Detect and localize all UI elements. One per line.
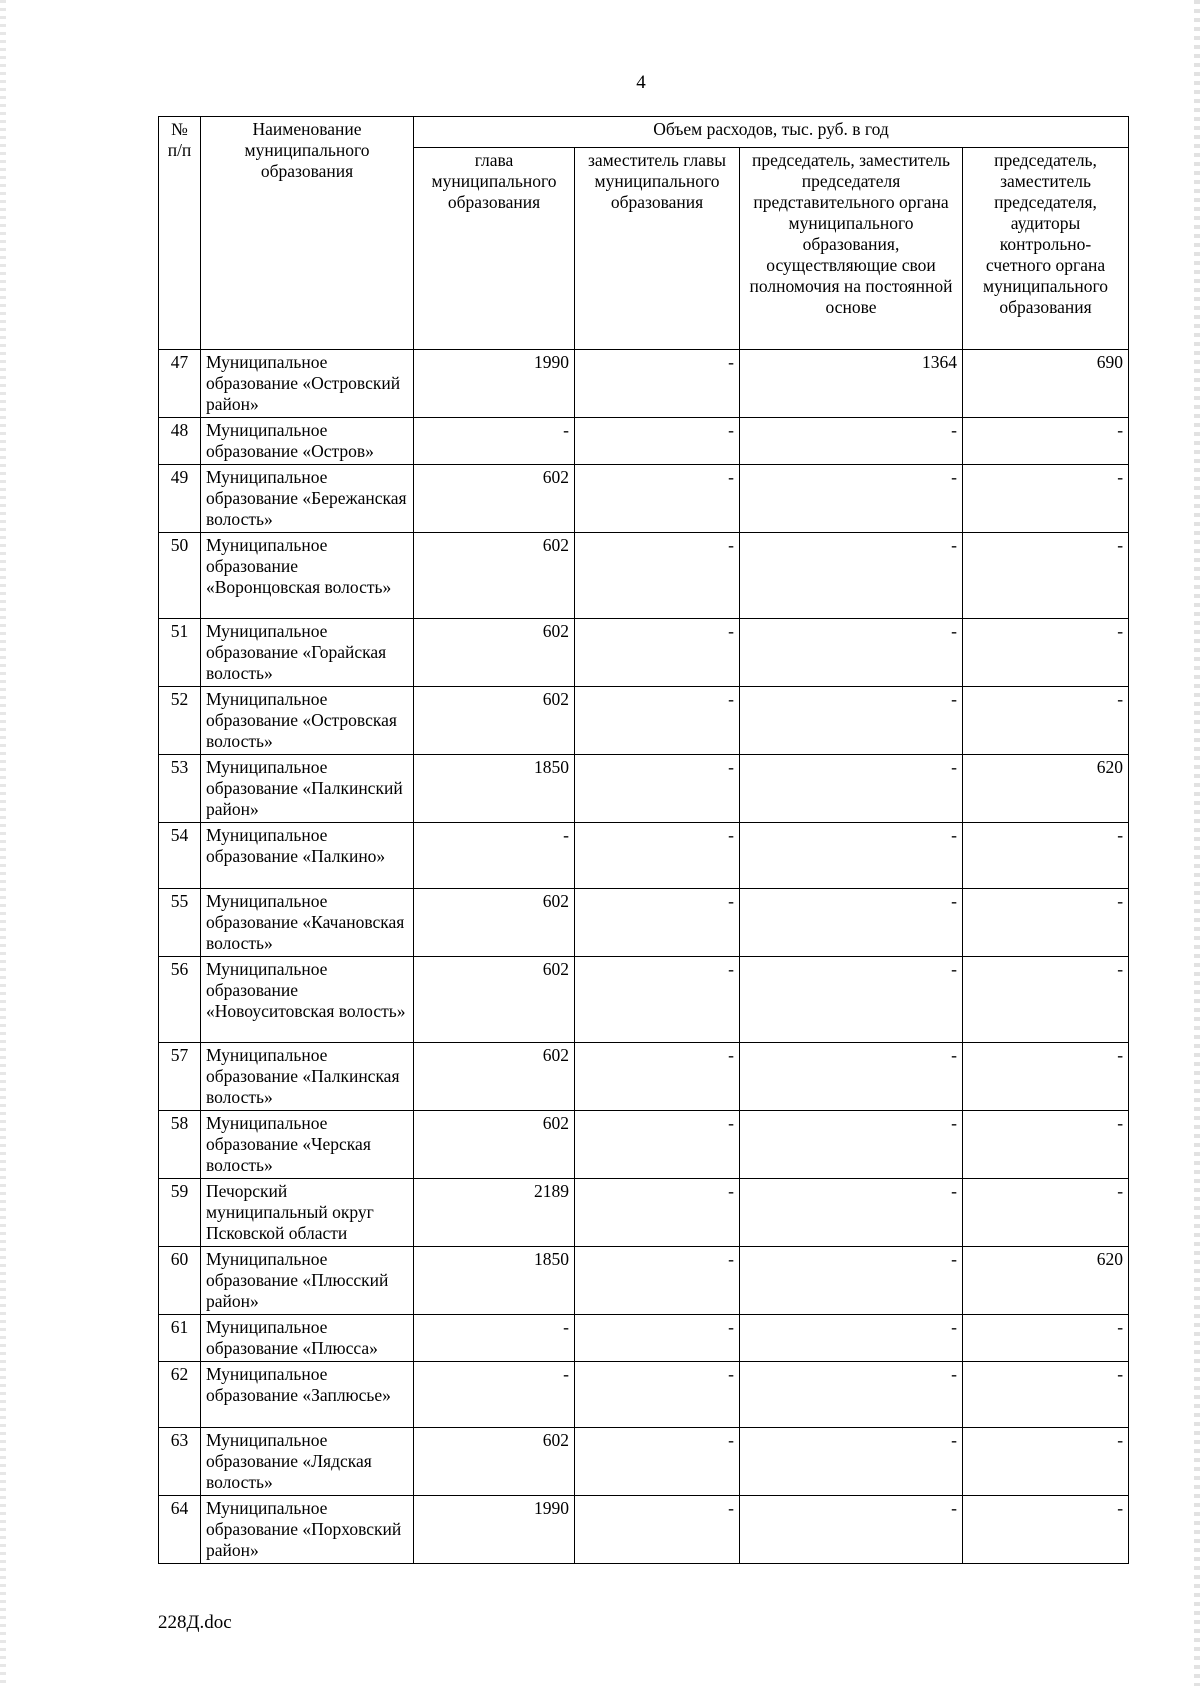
row-audit-chair-expense: -: [963, 1315, 1129, 1362]
table-row: [159, 1362, 1129, 1428]
row-number: 57: [159, 1043, 201, 1111]
row-municipality-name: Муниципальное образование «Порховский район»: [201, 1496, 414, 1564]
row-number: 59: [159, 1179, 201, 1247]
row-number: 62: [159, 1362, 201, 1428]
row-representative-chair-expense: -: [740, 1043, 963, 1111]
row-number: 48: [159, 418, 201, 465]
row-representative-chair-expense: -: [740, 1315, 963, 1362]
row-deputy-head-expense: -: [575, 1315, 740, 1362]
row-municipality-name: Муниципальное образование «Горайская волость»: [201, 619, 414, 687]
table-row: [159, 687, 1129, 755]
table-row: [159, 465, 1129, 533]
row-deputy-head-expense: -: [575, 533, 740, 619]
row-deputy-head-expense: -: [575, 755, 740, 823]
row-number: 53: [159, 755, 201, 823]
row-municipality-name: Муниципальное образование «Лядская волость»: [201, 1428, 414, 1496]
table-row: [159, 1428, 1129, 1496]
table-row: [159, 1496, 1129, 1564]
row-representative-chair-expense: -: [740, 1496, 963, 1564]
row-deputy-head-expense: -: [575, 418, 740, 465]
row-number: 49: [159, 465, 201, 533]
row-representative-chair-expense: -: [740, 465, 963, 533]
row-head-expense: 602: [414, 1111, 575, 1179]
row-municipality-name: Муниципальное образование «Бережанская волость»: [201, 465, 414, 533]
row-representative-chair-expense: -: [740, 1179, 963, 1247]
table-row: [159, 957, 1129, 1043]
row-head-expense: 602: [414, 957, 575, 1043]
row-head-expense: -: [414, 1315, 575, 1362]
row-audit-chair-expense: -: [963, 1428, 1129, 1496]
row-representative-chair-expense: -: [740, 418, 963, 465]
header-representative-chair: председатель, заместитель председателя представительного органа муниципального образования, осуществляющие свои полномочия на постоянной основе: [740, 148, 963, 350]
row-representative-chair-expense: -: [740, 687, 963, 755]
row-municipality-name: Муниципальное образование «Заплюсье»: [201, 1362, 414, 1428]
row-audit-chair-expense: -: [963, 619, 1129, 687]
row-head-expense: 602: [414, 533, 575, 619]
row-head-expense: 602: [414, 1043, 575, 1111]
row-representative-chair-expense: -: [740, 823, 963, 889]
row-municipality-name: Муниципальное образование «Черская волость»: [201, 1111, 414, 1179]
row-municipality-name: Муниципальное образование «Плюсса»: [201, 1315, 414, 1362]
row-representative-chair-expense: -: [740, 533, 963, 619]
row-head-expense: 1850: [414, 1247, 575, 1315]
row-representative-chair-expense: -: [740, 1362, 963, 1428]
row-representative-chair-expense: -: [740, 1111, 963, 1179]
row-representative-chair-expense: -: [740, 1428, 963, 1496]
header-num: № п/п: [159, 117, 201, 350]
table-row: [159, 1043, 1129, 1111]
table-header: [159, 117, 1129, 350]
row-head-expense: -: [414, 1362, 575, 1428]
row-audit-chair-expense: -: [963, 418, 1129, 465]
row-audit-chair-expense: -: [963, 687, 1129, 755]
row-deputy-head-expense: -: [575, 823, 740, 889]
row-audit-chair-expense: -: [963, 823, 1129, 889]
row-number: 51: [159, 619, 201, 687]
row-municipality-name: Муниципальное образование «Палкино»: [201, 823, 414, 889]
row-head-expense: 602: [414, 889, 575, 957]
row-audit-chair-expense: -: [963, 1362, 1129, 1428]
row-municipality-name: Печорский муниципальный округ Псковской области: [201, 1179, 414, 1247]
row-number: 47: [159, 350, 201, 418]
table-row: [159, 533, 1129, 619]
row-deputy-head-expense: -: [575, 687, 740, 755]
row-head-expense: 602: [414, 687, 575, 755]
row-representative-chair-expense: 1364: [740, 350, 963, 418]
row-number: 63: [159, 1428, 201, 1496]
table-row: [159, 418, 1129, 465]
row-audit-chair-expense: -: [963, 889, 1129, 957]
row-number: 54: [159, 823, 201, 889]
row-audit-chair-expense: 690: [963, 350, 1129, 418]
table-row: [159, 350, 1129, 418]
row-audit-chair-expense: -: [963, 1179, 1129, 1247]
row-deputy-head-expense: -: [575, 619, 740, 687]
row-head-expense: 1850: [414, 755, 575, 823]
row-municipality-name: Муниципальное образование «Палкинская волость»: [201, 1043, 414, 1111]
row-number: 60: [159, 1247, 201, 1315]
row-head-expense: 602: [414, 465, 575, 533]
row-number: 58: [159, 1111, 201, 1179]
row-head-expense: -: [414, 823, 575, 889]
row-head-expense: 1990: [414, 350, 575, 418]
row-deputy-head-expense: -: [575, 1179, 740, 1247]
header-name: Наименование муниципального образования: [201, 117, 414, 350]
row-municipality-name: Муниципальное образование «Качановская волость»: [201, 889, 414, 957]
table-row: [159, 619, 1129, 687]
row-deputy-head-expense: -: [575, 889, 740, 957]
row-deputy-head-expense: -: [575, 1496, 740, 1564]
table-row: [159, 823, 1129, 889]
row-municipality-name: Муниципальное образование «Воронцовская волость»: [201, 533, 414, 619]
row-representative-chair-expense: -: [740, 1247, 963, 1315]
row-number: 56: [159, 957, 201, 1043]
row-municipality-name: Муниципальное образование «Палкинский район»: [201, 755, 414, 823]
row-audit-chair-expense: -: [963, 1111, 1129, 1179]
table-row: [159, 1247, 1129, 1315]
row-representative-chair-expense: -: [740, 619, 963, 687]
table-row: [159, 1111, 1129, 1179]
row-audit-chair-expense: -: [963, 1496, 1129, 1564]
expenses-table: [158, 116, 1129, 1564]
row-head-expense: 1990: [414, 1496, 575, 1564]
table-row: [159, 1179, 1129, 1247]
row-number: 61: [159, 1315, 201, 1362]
row-head-expense: -: [414, 418, 575, 465]
row-municipality-name: Муниципальное образование «Остров»: [201, 418, 414, 465]
header-head: глава муниципального образования: [414, 148, 575, 350]
row-deputy-head-expense: -: [575, 1111, 740, 1179]
row-municipality-name: Муниципальное образование «Плюсский район»: [201, 1247, 414, 1315]
row-audit-chair-expense: -: [963, 957, 1129, 1043]
row-audit-chair-expense: -: [963, 1043, 1129, 1111]
scan-edge-left: [0, 0, 6, 1686]
page-number: 4: [636, 72, 646, 93]
row-deputy-head-expense: -: [575, 1362, 740, 1428]
footer-doc-name: 228Д.doc: [158, 1612, 232, 1633]
row-municipality-name: Муниципальное образование «Островская волость»: [201, 687, 414, 755]
row-deputy-head-expense: -: [575, 1428, 740, 1496]
row-number: 64: [159, 1496, 201, 1564]
row-municipality-name: Муниципальное образование «Островский район»: [201, 350, 414, 418]
row-deputy-head-expense: -: [575, 957, 740, 1043]
row-representative-chair-expense: -: [740, 755, 963, 823]
row-deputy-head-expense: -: [575, 1247, 740, 1315]
row-head-expense: 602: [414, 619, 575, 687]
row-audit-chair-expense: 620: [963, 755, 1129, 823]
table-body: [159, 350, 1129, 1564]
row-head-expense: 2189: [414, 1179, 575, 1247]
row-municipality-name: Муниципальное образование «Новоуситовская волость»: [201, 957, 414, 1043]
row-audit-chair-expense: -: [963, 465, 1129, 533]
scan-edge-right: [1194, 0, 1200, 1686]
table-row: [159, 889, 1129, 957]
row-audit-chair-expense: -: [963, 533, 1129, 619]
row-head-expense: 602: [414, 1428, 575, 1496]
row-audit-chair-expense: 620: [963, 1247, 1129, 1315]
header-deputy-head: заместитель главы муниципального образования: [575, 148, 740, 350]
table-row: [159, 755, 1129, 823]
row-representative-chair-expense: -: [740, 957, 963, 1043]
row-deputy-head-expense: -: [575, 1043, 740, 1111]
table-row: [159, 1315, 1129, 1362]
row-representative-chair-expense: -: [740, 889, 963, 957]
row-number: 55: [159, 889, 201, 957]
row-number: 52: [159, 687, 201, 755]
row-deputy-head-expense: -: [575, 350, 740, 418]
row-deputy-head-expense: -: [575, 465, 740, 533]
header-expenses-group: Объем расходов, тыс. руб. в год: [414, 117, 1129, 148]
row-number: 50: [159, 533, 201, 619]
header-audit-chair: председатель, заместитель председателя, аудиторы контрольно-счетного органа муниципального образования: [963, 148, 1129, 350]
